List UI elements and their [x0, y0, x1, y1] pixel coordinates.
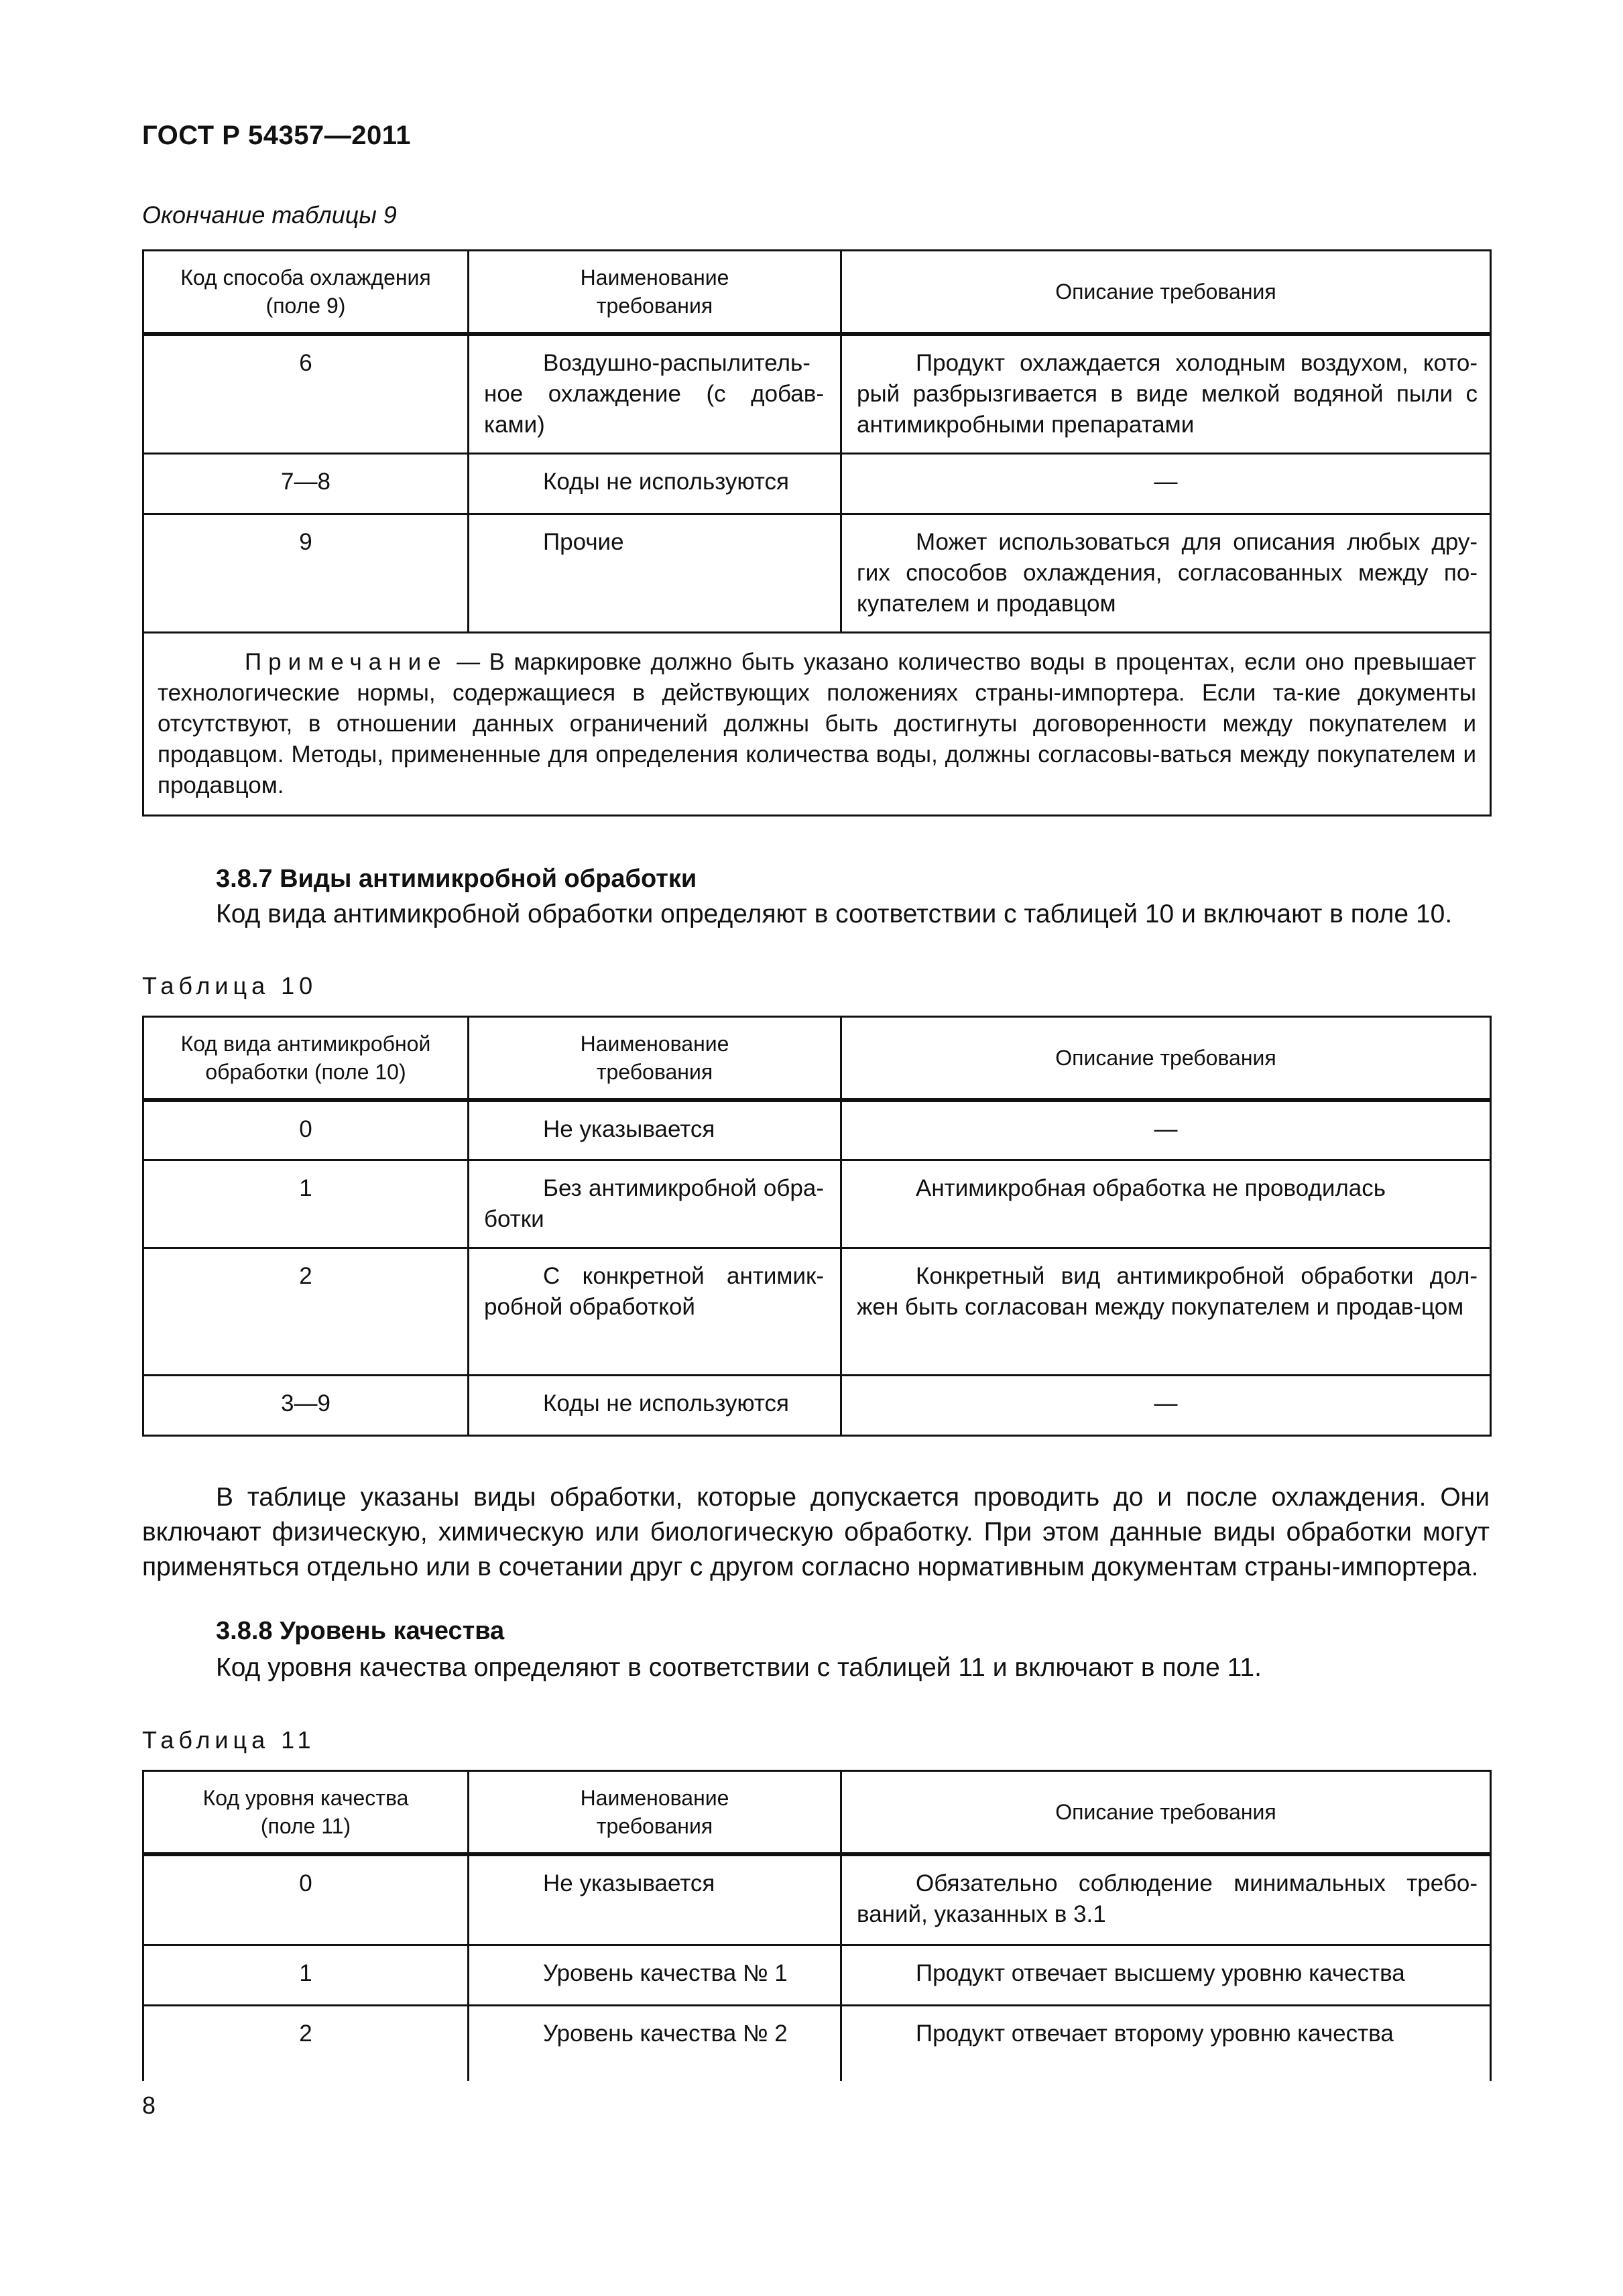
name-cell: Без антимикробной обра-ботки: [469, 1160, 841, 1248]
code-cell: 2: [143, 2006, 469, 2081]
section-3-8-8-text: Код уровня качества определяют в соответствии с таблицей 11 и включают в поле 11.: [216, 1653, 1262, 1682]
description-cell: Антимикробная обработка не проводилась: [841, 1160, 1491, 1248]
description-cell: Может использоваться для описания любых дру-гих способов охлаждения, согласованных между по-купателем и продавцом: [841, 513, 1491, 632]
paragraph-treatment-types: В таблице указаны виды обработки, которые допускается проводить до и после охлаждения. Они включают физическую, химическую или биологическую обработку. При этом данные виды обработки могут применяться отдельно или в сочетании друг с другом согласно нормативным документам страны-импортера.: [142, 1483, 1490, 1581]
description-cell: —: [841, 453, 1491, 513]
note-label: Примечание: [245, 648, 448, 675]
section-3-8-7-heading: 3.8.7 Виды антимикробной обработки: [216, 865, 697, 893]
name-cell: Не указывается: [469, 1854, 841, 1945]
table-11: [142, 1770, 1492, 2081]
header-description: Описание требования: [841, 1771, 1491, 1854]
table9-caption: Окончание таблицы 9: [142, 201, 397, 229]
code-cell: 6: [143, 334, 469, 454]
code-cell: 1: [143, 1160, 469, 1248]
table-row: [143, 1160, 1491, 1248]
header-name: Наименование требования: [469, 251, 841, 334]
table-header-row: [143, 251, 1491, 334]
header-name: Наименование требования: [469, 1771, 841, 1854]
table-9: [142, 249, 1492, 817]
name-cell: Уровень качества № 2: [469, 2006, 841, 2081]
name-cell: Воздушно-распылитель-ное охлаждение (с добав-ками): [469, 334, 841, 454]
code-cell: 1: [143, 1945, 469, 2006]
table-row: [143, 2006, 1491, 2081]
section-3-8-8-heading: 3.8.8 Уровень качества: [216, 1617, 505, 1645]
code-cell: 9: [143, 513, 469, 632]
table-row: [143, 1376, 1491, 1436]
code-cell: 3—9: [143, 1376, 469, 1436]
table-header-row: [143, 1017, 1491, 1100]
description-cell: —: [841, 1100, 1491, 1160]
table-note-row: [143, 632, 1491, 815]
description-cell: Продукт отвечает высшему уровню качества: [841, 1945, 1491, 2006]
header-code: Код способа охлаждения (поле 9): [143, 251, 469, 334]
table-row: [143, 334, 1491, 454]
description-cell: Конкретный вид антимикробной обработки дол-жен быть согласован между покупателем и продав-цом: [841, 1248, 1491, 1376]
header-description: Описание требования: [841, 1017, 1491, 1100]
description-cell: Обязательно соблюдение минимальных требо-ваний, указанных в 3.1: [841, 1854, 1491, 1945]
name-cell: Коды не используются: [469, 1376, 841, 1436]
page-number: 8: [142, 2092, 156, 2119]
table-note: [143, 632, 1491, 815]
table10-caption: Таблица 10: [142, 972, 318, 1000]
description-cell: —: [841, 1376, 1491, 1436]
table-row: [143, 1854, 1491, 1945]
table-header-row: [143, 1771, 1491, 1854]
header-code: Код уровня качества (поле 11): [143, 1771, 469, 1854]
name-cell: Прочие: [469, 513, 841, 632]
table-row: [143, 513, 1491, 632]
header-name: Наименование требования: [469, 1017, 841, 1100]
table11-caption: Таблица 11: [142, 1726, 316, 1754]
header-code: Код вида антимикробной обработки (поле 10): [143, 1017, 469, 1100]
description-cell: Продукт отвечает второму уровню качества: [841, 2006, 1491, 2081]
table-row: [143, 1100, 1491, 1160]
code-cell: 7—8: [143, 453, 469, 513]
table-row: [143, 1248, 1491, 1376]
name-cell: Уровень качества № 1: [469, 1945, 841, 2006]
standard-designation: ГОСТ Р 54357—2011: [142, 121, 411, 150]
name-cell: С конкретной антимик-робной обработкой: [469, 1248, 841, 1376]
code-cell: 0: [143, 1854, 469, 1945]
note-text: — В маркировке должно быть указано количество воды в процентах, если оно превышает технологические нормы, содержащиеся в действующих положениях страны-импортера. Если та-кие документы отсутствуют, в отношении данных ограничений должны быть достигнуты договоренности между покупателем и продавцом. Методы, примененные для определения количества воды, должны согласовы-ваться между покупателем и продавцом.: [158, 648, 1476, 798]
header-description: Описание требования: [841, 251, 1491, 334]
table-10: [142, 1016, 1492, 1437]
table-row: [143, 1945, 1491, 2006]
section-3-8-7-text: Код вида антимикробной обработки определяют в соответствии с таблицей 10 и включают в поле 10.: [216, 900, 1453, 928]
description-cell: Продукт охлаждается холодным воздухом, кото-рый разбрызгивается в виде мелкой водяной пыли с антимикробными препаратами: [841, 334, 1491, 454]
table-row: [143, 453, 1491, 513]
code-cell: 2: [143, 1248, 469, 1376]
name-cell: Коды не используются: [469, 453, 841, 513]
name-cell: Не указывается: [469, 1100, 841, 1160]
code-cell: 0: [143, 1100, 469, 1160]
